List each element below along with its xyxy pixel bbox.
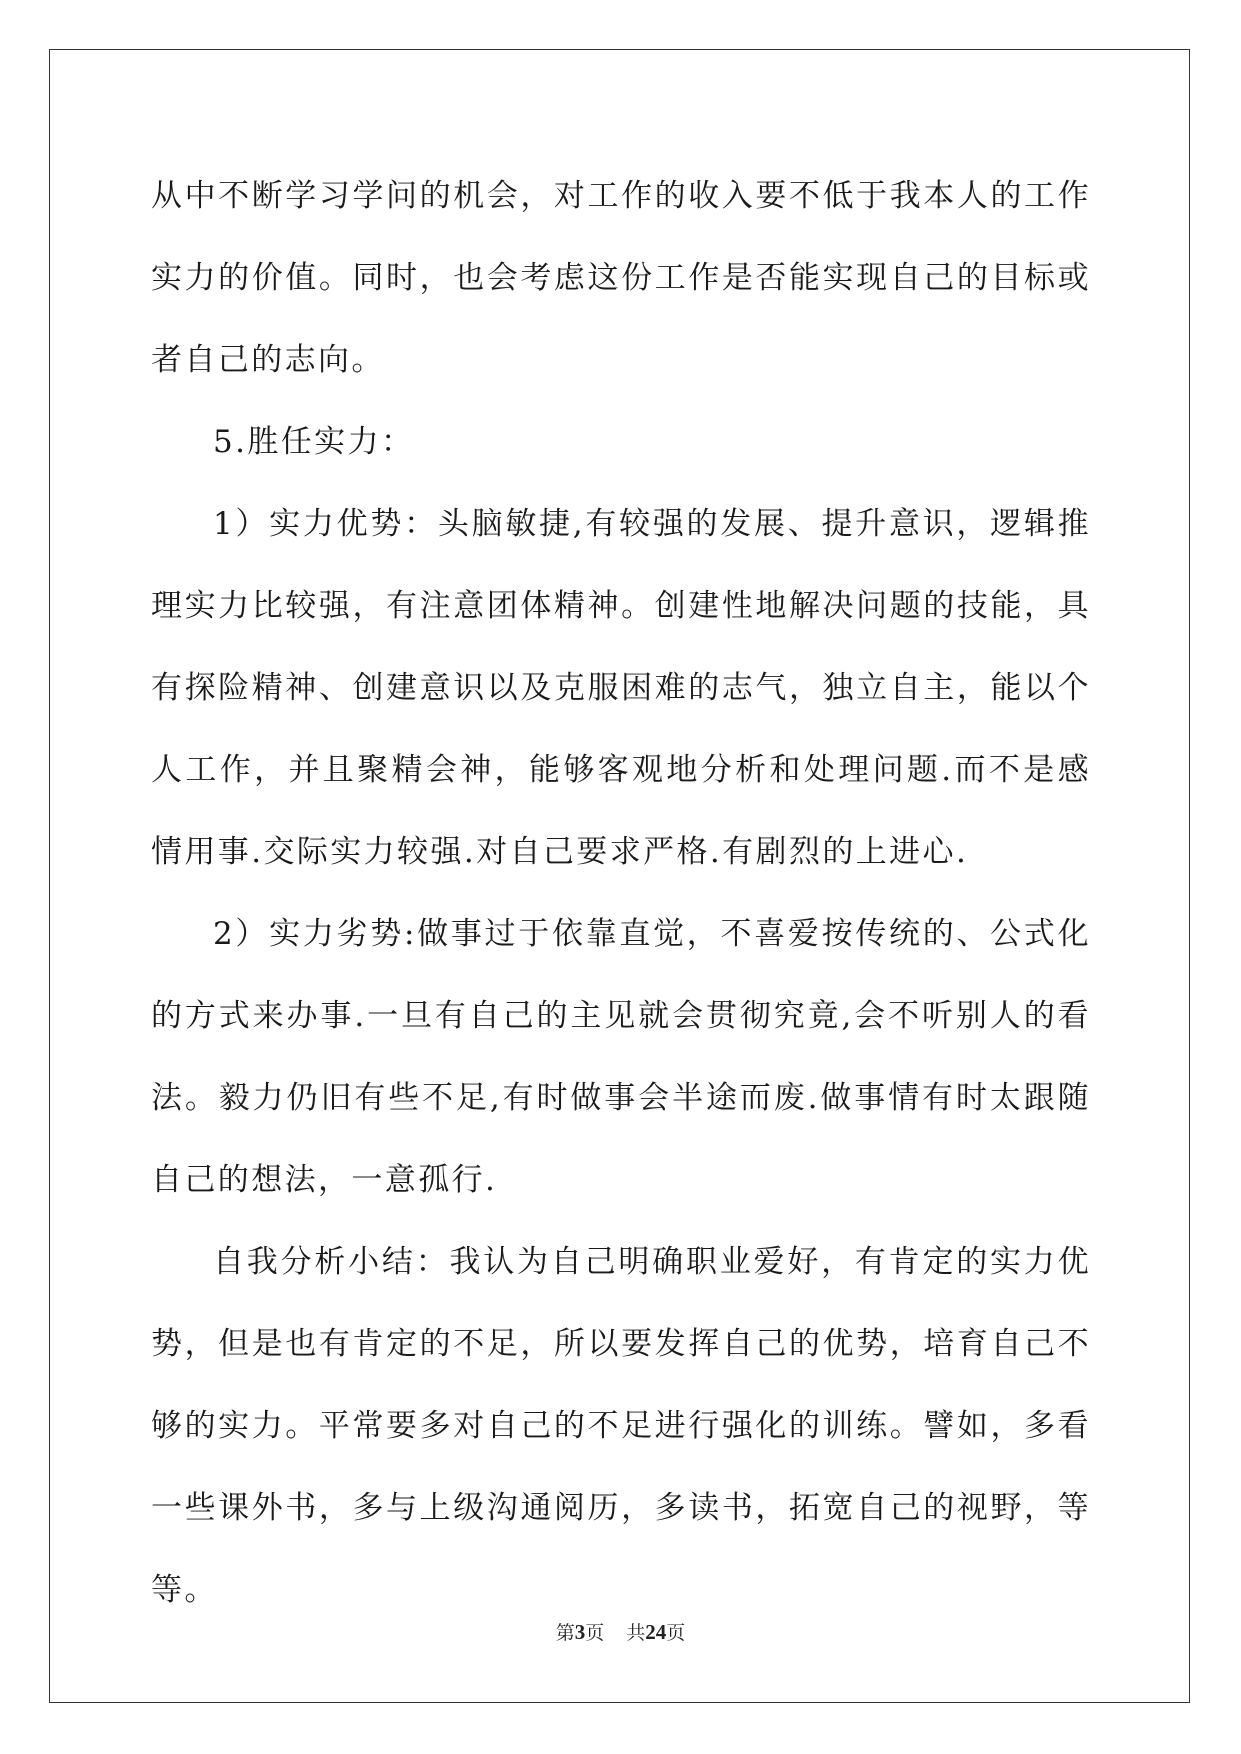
document-body: [151, 155, 1091, 1631]
page-footer: [0, 1618, 1241, 1645]
paragraph-5-summary: 自我分析小结：我认为自己明确职业爱好，有肯定的实力优势，但是也有肯定的不足，所以要发挥自己的优势，培育自己不够的实力。平常要多对自己的不足进行强化的训练。譬如，多看一些课外书，多与上级沟通阅历，多读书，拓宽自己的视野，等等。: [151, 1244, 1091, 1608]
paragraph-1: 从中不断学习学问的机会，对工作的收入要不低于我本人的工作实力的价值。同时，也会考虑这份工作是否能实现自己的目标或者自己的志向。: [151, 178, 1091, 378]
paragraph-2-heading: 5.胜任实力：: [213, 424, 415, 460]
total-pages: 24: [645, 1620, 667, 1644]
page-number: 3: [574, 1620, 586, 1644]
page-suffix: 页: [585, 1622, 605, 1644]
total-suffix: 页: [666, 1622, 686, 1644]
page-prefix: 第: [555, 1622, 575, 1644]
paragraph-4-weaknesses: 2）实力劣势:做事过于依靠直觉，不喜爱按传统的、公式化的方式来办事.一旦有自己的主见就会贯彻究竟,会不听别人的看法。毅力仍旧有些不足,有时做事会半途而废.做事情有时太跟随自己的想法，一意孤行.: [151, 916, 1091, 1198]
paragraph-3-strengths: 1）实力优势：头脑敏捷,有较强的发展、提升意识，逻辑推理实力比较强，有注意团体精神。创建性地解决问题的技能，具有探险精神、创建意识以及克服困难的志气，独立自主，能以个人工作，并且聚精会神，能够客观地分析和处理问题.而不是感情用事.交际实力较强.对自己要求严格.有剧烈的上进心.: [151, 506, 1091, 870]
total-prefix: 共: [626, 1622, 646, 1644]
